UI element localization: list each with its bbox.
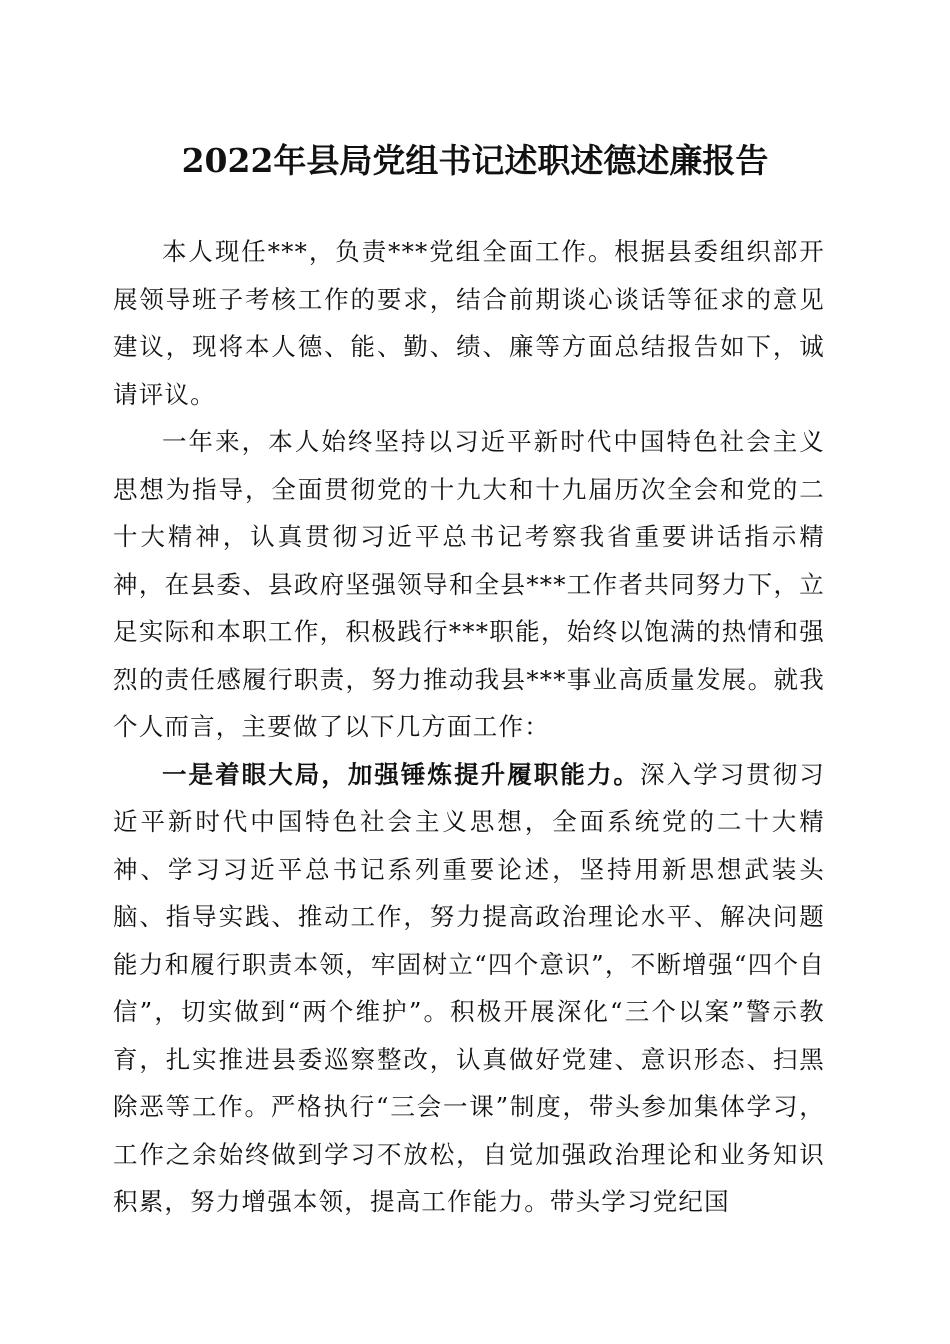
paragraph-text: 一年来，本人始终坚持以习近平新时代中国特色社会主义思想为指导，全面贯彻党的十九大和十九届历次全会和党的二十大精神，认真贯彻习近平总书记考察我省重要讲话指示精神，在县委、县政府坚强领导和全县***工作者共同努力下，立足实际和本职工作，积极践行***职能，始终以饱满的热情和强烈的责任感履行职责，努力推动我县***事业高质量发展。就我个人而言，主要做了以下几方面工作： bbox=[113, 427, 825, 741]
paragraph-lead: 一是着眼大局，加强锤炼提升履职能力。 bbox=[162, 759, 640, 789]
paragraph-overview bbox=[113, 418, 825, 751]
paragraph-intro bbox=[113, 228, 825, 418]
paragraph-text: 本人现任***，负责***党组全面工作。根据县委组织部开展领导班子考核工作的要求，结合前期谈心谈话等征求的意见建议，现将本人德、能、勤、绩、廉等方面总结报告如下，诚请评议。 bbox=[113, 237, 825, 409]
document-body bbox=[113, 228, 825, 1226]
document-title: 2022年县局党组书记述职述德述廉报告 bbox=[181, 141, 769, 180]
paragraph-text: 深入学习贯彻习近平新时代中国特色社会主义思想，全面系统党的二十大精神、学习习近平总书记系列重要论述，坚持用新思想武装头脑、指导实践、推动工作，努力提高政治理论水平、解决问题能力和履行职责本领，牢固树立“四个意识”，不断增强“四个自信”，切实做到“两个维护”。积极开展深化“三个以案”警示教育，扎实推进县委巡察整改，认真做好党建、意识形态、扫黑除恶等工作。严格执行“三会一课”制度，带头参加集体学习，工作之余始终做到学习不放松，自觉加强政治理论和业务知识积累，努力增强本领，提高工作能力。带头学习党纪国 bbox=[113, 759, 825, 1216]
paragraph-point-one bbox=[113, 751, 825, 1226]
